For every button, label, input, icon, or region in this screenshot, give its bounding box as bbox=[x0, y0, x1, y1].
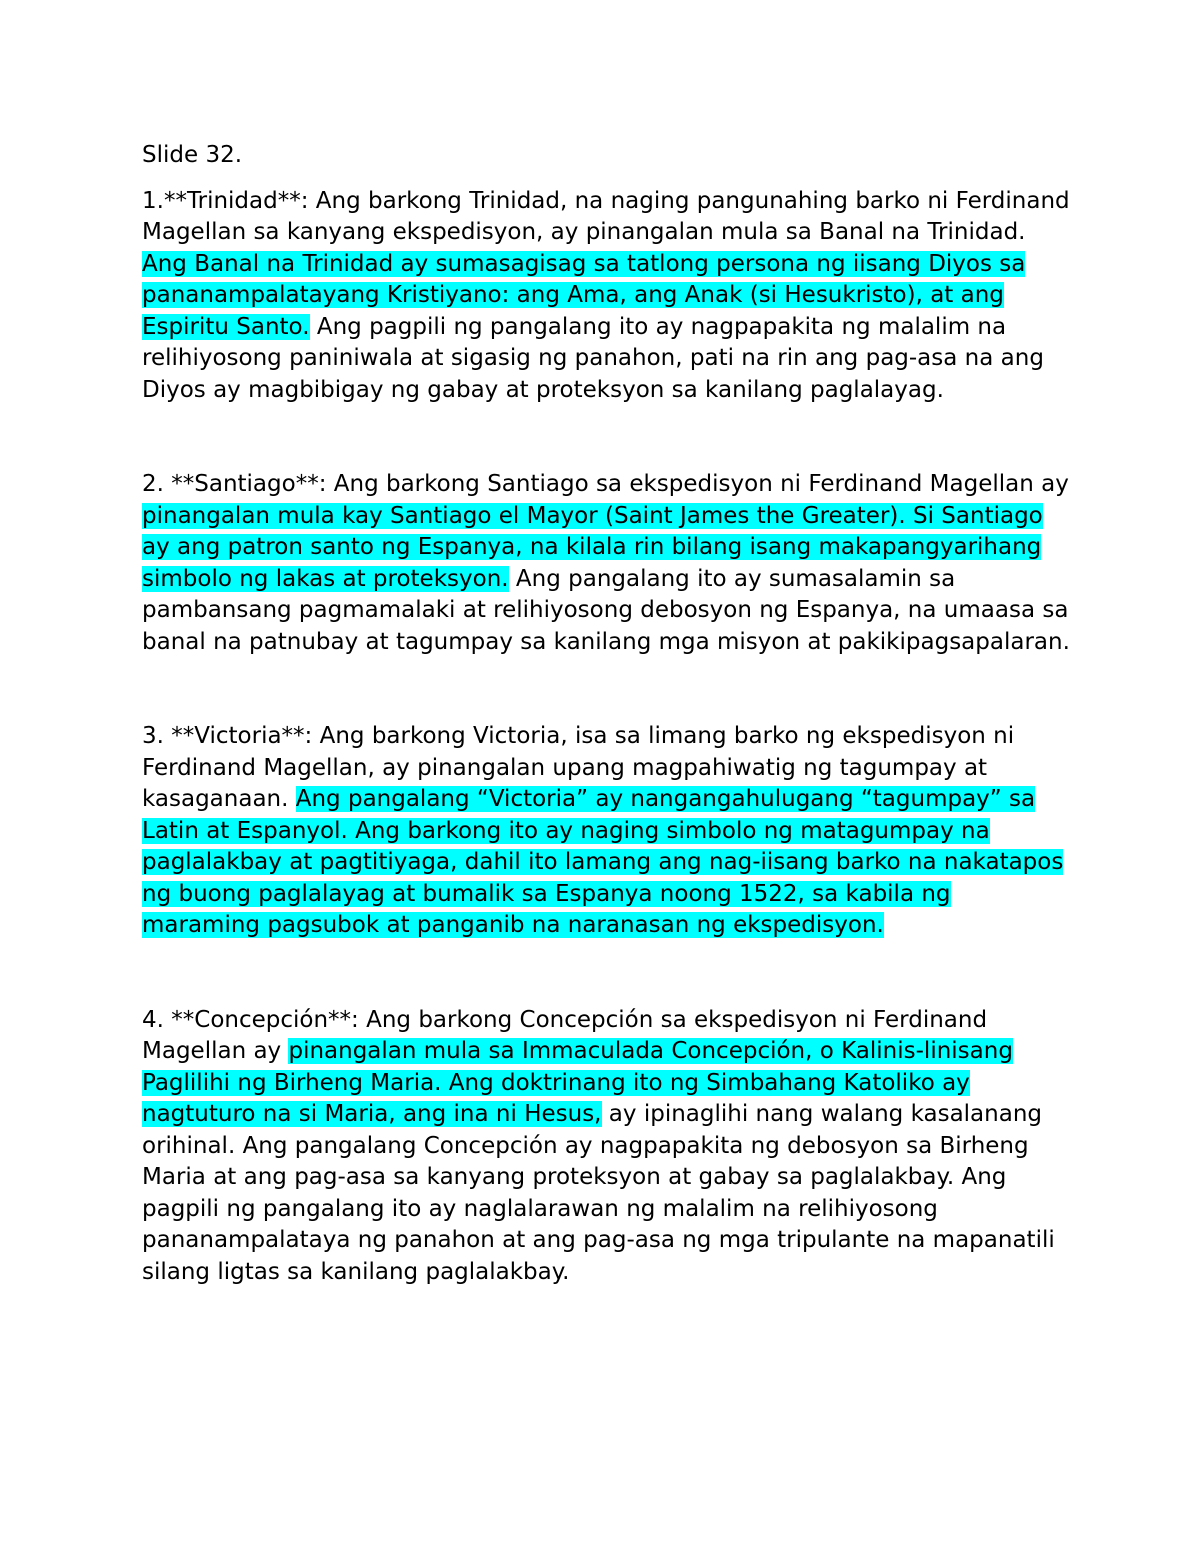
paragraph-victoria bbox=[142, 721, 1072, 942]
paragraph-spacer bbox=[142, 658, 1072, 721]
highlighted-text: pinangalan mula kay Santiago el Mayor (Saint James the Greater). Si Santiago ay ang patron santo ng Espanya, na kilala rin bilang isang makapangyarihang simbolo ng lakas at proteksyon. bbox=[142, 502, 1043, 592]
paragraph-text: 3. **Victoria**: Ang barkong Victoria, isa sa limang barko ng ekspedisyon ni Ferdinand Magellan, ay pinangalan upang magpahiwatig ng tagumpay at kasaganaan. bbox=[142, 723, 1015, 812]
paragraph-concepcion bbox=[142, 1005, 1072, 1289]
highlighted-text: pinangalan mula sa Immaculada Concepción, o Kalinis-linisang Paglilihi ng Birheng Maria. Ang doktrinang ito ng Simbahang Katoliko ay nagtuturo na si Maria, ang ina ni Hesus, bbox=[142, 1038, 1013, 1127]
paragraph-text: 1.**Trinidad**: Ang barkong Trinidad, na naging pangunahing barko ni Ferdinand Magellan sa kanyang ekspedisyon, ay pinangalan mula sa Banal na Trinidad. bbox=[142, 187, 1070, 245]
paragraph-text: Ang pangalang ito ay sumasalamin sa pambansang pagmamalaki at relihiyosong debosyon ng Espanya, na umaasa sa banal na patnubay at tagumpay sa kanilang mga misyon at pakikipagsapalaran. bbox=[142, 565, 1070, 655]
paragraph-text: ay ipinaglihi nang walang kasalanang orihinal. Ang pangalang Concepción ay nagpapakita ng debosyon sa Birheng Maria at ang pag-asa sa kanyang proteksyon at gabay sa paglalakbay. Ang pagpili ng pangalang ito ay naglalarawan ng malalim na relihiyosong pananampalataya ng panahon at ang pag-asa ng mga tripulante na mapanatili silang ligtas sa kanilang paglalakbay. bbox=[142, 1101, 1055, 1285]
paragraph-text: Ang pagpili ng pangalang ito ay nagpapakita ng malalim na relihiyosong paniniwala at sigasig ng panahon, pati na rin ang pag-asa na ang Diyos ay magbibigay ng gabay at proteksyon sa kanilang paglalayag. bbox=[142, 313, 1044, 403]
document-page bbox=[142, 140, 1072, 1288]
highlighted-text: Ang Banal na Trinidad ay sumasagisag sa tatlong persona ng iisang Diyos sa pananampalatayang Kristiyano: ang Ama, ang Anak (si Hesukristo), at ang Espiritu Santo. bbox=[142, 250, 1026, 340]
slide-title: Slide 32. bbox=[142, 142, 243, 168]
paragraph-spacer bbox=[142, 406, 1072, 469]
paragraph-trinidad bbox=[142, 186, 1072, 407]
paragraph-spacer bbox=[142, 942, 1072, 1005]
paragraph-text: 2. **Santiago**: Ang barkong Santiago sa ekspedisyon ni Ferdinand Magellan ay bbox=[142, 471, 1069, 497]
highlighted-text: Ang pangalang “Victoria” ay nangangahulugang “tagumpay” sa Latin at Espanyol. Ang barkong ito ay naging simbolo ng matagumpay na paglalakbay at pagtitiyaga, dahil ito lamang ang nag-iisang barko na nakatapos ng buong paglalayag at bumalik sa Espanya noong 1522, sa kabila ng maraming pagsubok at panganib na naranasan ng ekspedisyon. bbox=[142, 786, 1064, 938]
paragraph-text: 4. **Concepción**: Ang barkong Concepción sa ekspedisyon ni Ferdinand Magellan ay bbox=[142, 1006, 988, 1064]
paragraph-santiago bbox=[142, 469, 1072, 658]
